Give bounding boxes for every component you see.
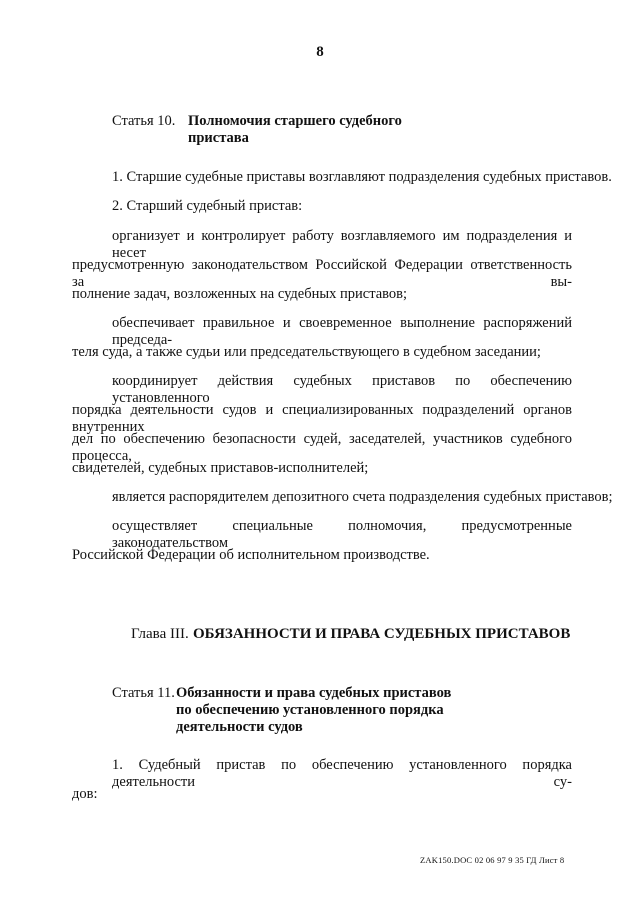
article-10-title-line-1: Полномочия старшего судебного bbox=[188, 113, 402, 129]
article-10-line-8: координирует действия судебных приставов по обеспечению установленного bbox=[112, 373, 572, 406]
article-11-title-line-2: по обеспечению установленного порядка bbox=[176, 702, 444, 718]
article-11-paragraph-1-line-2: дов: bbox=[72, 786, 98, 802]
article-10-line-11: свидетелей, судебных приставов-исполнителей; bbox=[72, 460, 369, 476]
article-11-paragraph-1-line-1: 1. Судебный пристав по обеспечению установленного порядка деятельности су- bbox=[112, 757, 572, 790]
article-11-prefix: Статья 11. bbox=[112, 685, 175, 701]
article-10-paragraph-2: 2. Старший судебный пристав: bbox=[112, 198, 303, 214]
page-number: 8 bbox=[316, 44, 324, 60]
article-10-line-13: осуществляет специальные полномочия, предусмотренные законодательством bbox=[112, 518, 572, 551]
chapter-3-prefix: Глава III. bbox=[131, 626, 189, 642]
article-10-line-7: теля суда, а также судьи или председательствующего в судебном заседании; bbox=[72, 344, 541, 360]
chapter-3-title: ОБЯЗАННОСТИ И ПРАВА СУДЕБНЫХ ПРИСТАВОВ bbox=[193, 626, 571, 642]
article-10-line-9: порядка деятельности судов и специализированных подразделений органов внутренних bbox=[72, 402, 572, 435]
article-10-paragraph-1: 1. Старшие судебные приставы возглавляют подразделения судебных приставов. bbox=[112, 169, 612, 185]
article-10-line-14: Российской Федерации об исполнительном производстве. bbox=[72, 547, 430, 563]
article-10-line-10: дел по обеспечению безопасности судей, заседателей, участников судебного процесса, bbox=[72, 431, 572, 464]
article-11-title-line-3: деятельности судов bbox=[176, 719, 303, 735]
article-10-line-6: обеспечивает правильное и своевременное выполнение распоряжений председа- bbox=[112, 315, 572, 348]
footer-file-info: ZAK150.DOC 02 06 97 9 35 ГД Лист 8 bbox=[420, 855, 565, 865]
article-10-title-line-2: пристава bbox=[188, 130, 249, 146]
article-10-line-4: предусмотренную законодательством Российской Федерации ответственность за вы- bbox=[72, 257, 572, 290]
article-10-line-3: организует и контролирует работу возглавляемого им подразделения и несет bbox=[112, 228, 572, 261]
article-10-line-12: является распорядителем депозитного счета подразделения судебных приставов; bbox=[112, 489, 613, 505]
article-10-line-5: полнение задач, возложенных на судебных приставов; bbox=[72, 286, 408, 302]
article-11-title-line-1: Обязанности и права судебных приставов bbox=[176, 685, 452, 701]
article-10-prefix: Статья 10. bbox=[112, 113, 176, 129]
